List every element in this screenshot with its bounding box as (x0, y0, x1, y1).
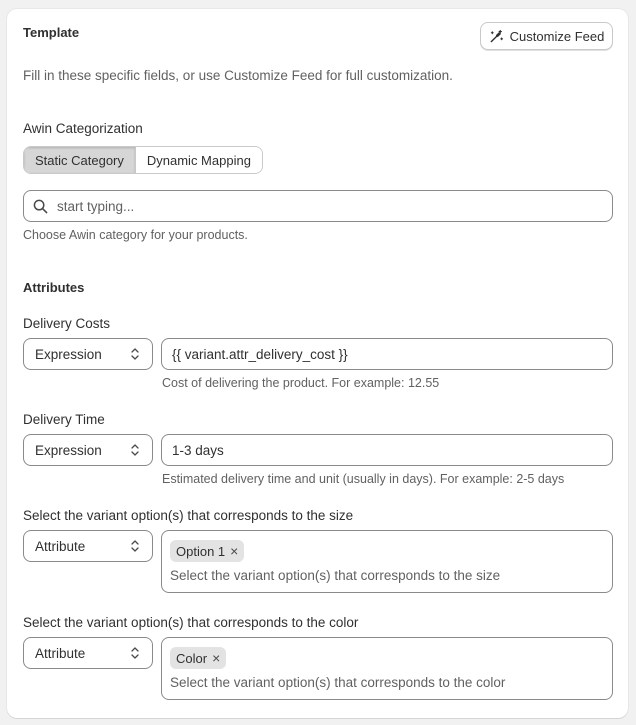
size-option-placeholder: Select the variant option(s) that corresponds to the size (170, 568, 501, 583)
color-option-multiselect[interactable] (161, 637, 613, 700)
color-mode-value: Attribute (35, 645, 86, 661)
color-option-label: Select the variant option(s) that corresponds to the color (23, 615, 359, 630)
customize-feed-label: Customize Feed (509, 28, 605, 44)
close-icon[interactable]: × (230, 543, 239, 559)
customize-feed-button[interactable] (480, 22, 613, 50)
search-icon (33, 199, 48, 214)
card-description: Fill in these specific fields, or use Customize Feed for full customization. (23, 68, 453, 83)
delivery-costs-label: Delivery Costs (23, 316, 111, 331)
category-search-field[interactable] (23, 190, 613, 222)
delivery-time-input[interactable]: 1-3 days (161, 434, 613, 466)
template-card (7, 9, 628, 718)
category-help-text: Choose Awin category for your products. (23, 228, 248, 242)
size-option-tag-label: Option 1 (176, 543, 226, 559)
chevron-up-down-icon (130, 539, 140, 553)
chevron-up-down-icon (130, 443, 140, 457)
magic-wand-icon (489, 29, 504, 44)
delivery-time-help: Estimated delivery time and unit (usually in days). For example: 2-5 days (162, 472, 565, 486)
chevron-up-down-icon (130, 646, 140, 660)
size-mode-select[interactable] (23, 530, 153, 562)
dynamic-mapping-tab[interactable]: Dynamic Mapping (135, 147, 262, 173)
size-option-multiselect[interactable] (161, 530, 613, 593)
size-option-label: Select the variant option(s) that corresponds to the size (23, 508, 354, 523)
delivery-costs-mode-select[interactable] (23, 338, 153, 370)
static-category-tab[interactable]: Static Category (24, 147, 135, 173)
size-option-tag (170, 540, 244, 562)
size-mode-value: Attribute (35, 538, 86, 554)
delivery-time-label: Delivery Time (23, 412, 105, 427)
delivery-costs-input[interactable]: {{ variant.attr_delivery_cost }} (161, 338, 613, 370)
close-icon[interactable]: × (212, 650, 221, 666)
color-option-tag (170, 647, 226, 669)
attributes-heading: Attributes (23, 280, 85, 295)
category-mode-toggle (23, 146, 263, 174)
delivery-costs-help: Cost of delivering the product. For example: 12.55 (162, 376, 440, 390)
chevron-up-down-icon (130, 347, 140, 361)
delivery-time-mode-value: Expression (35, 442, 102, 458)
color-option-tag-label: Color (176, 650, 208, 666)
color-option-placeholder: Select the variant option(s) that corresponds to the color (170, 675, 506, 690)
categorization-label: Awin Categorization (23, 121, 143, 136)
category-search-input[interactable] (55, 198, 595, 215)
color-mode-select[interactable] (23, 637, 153, 669)
delivery-costs-mode-value: Expression (35, 346, 102, 362)
card-title: Template (23, 25, 80, 40)
delivery-time-mode-select[interactable] (23, 434, 153, 466)
